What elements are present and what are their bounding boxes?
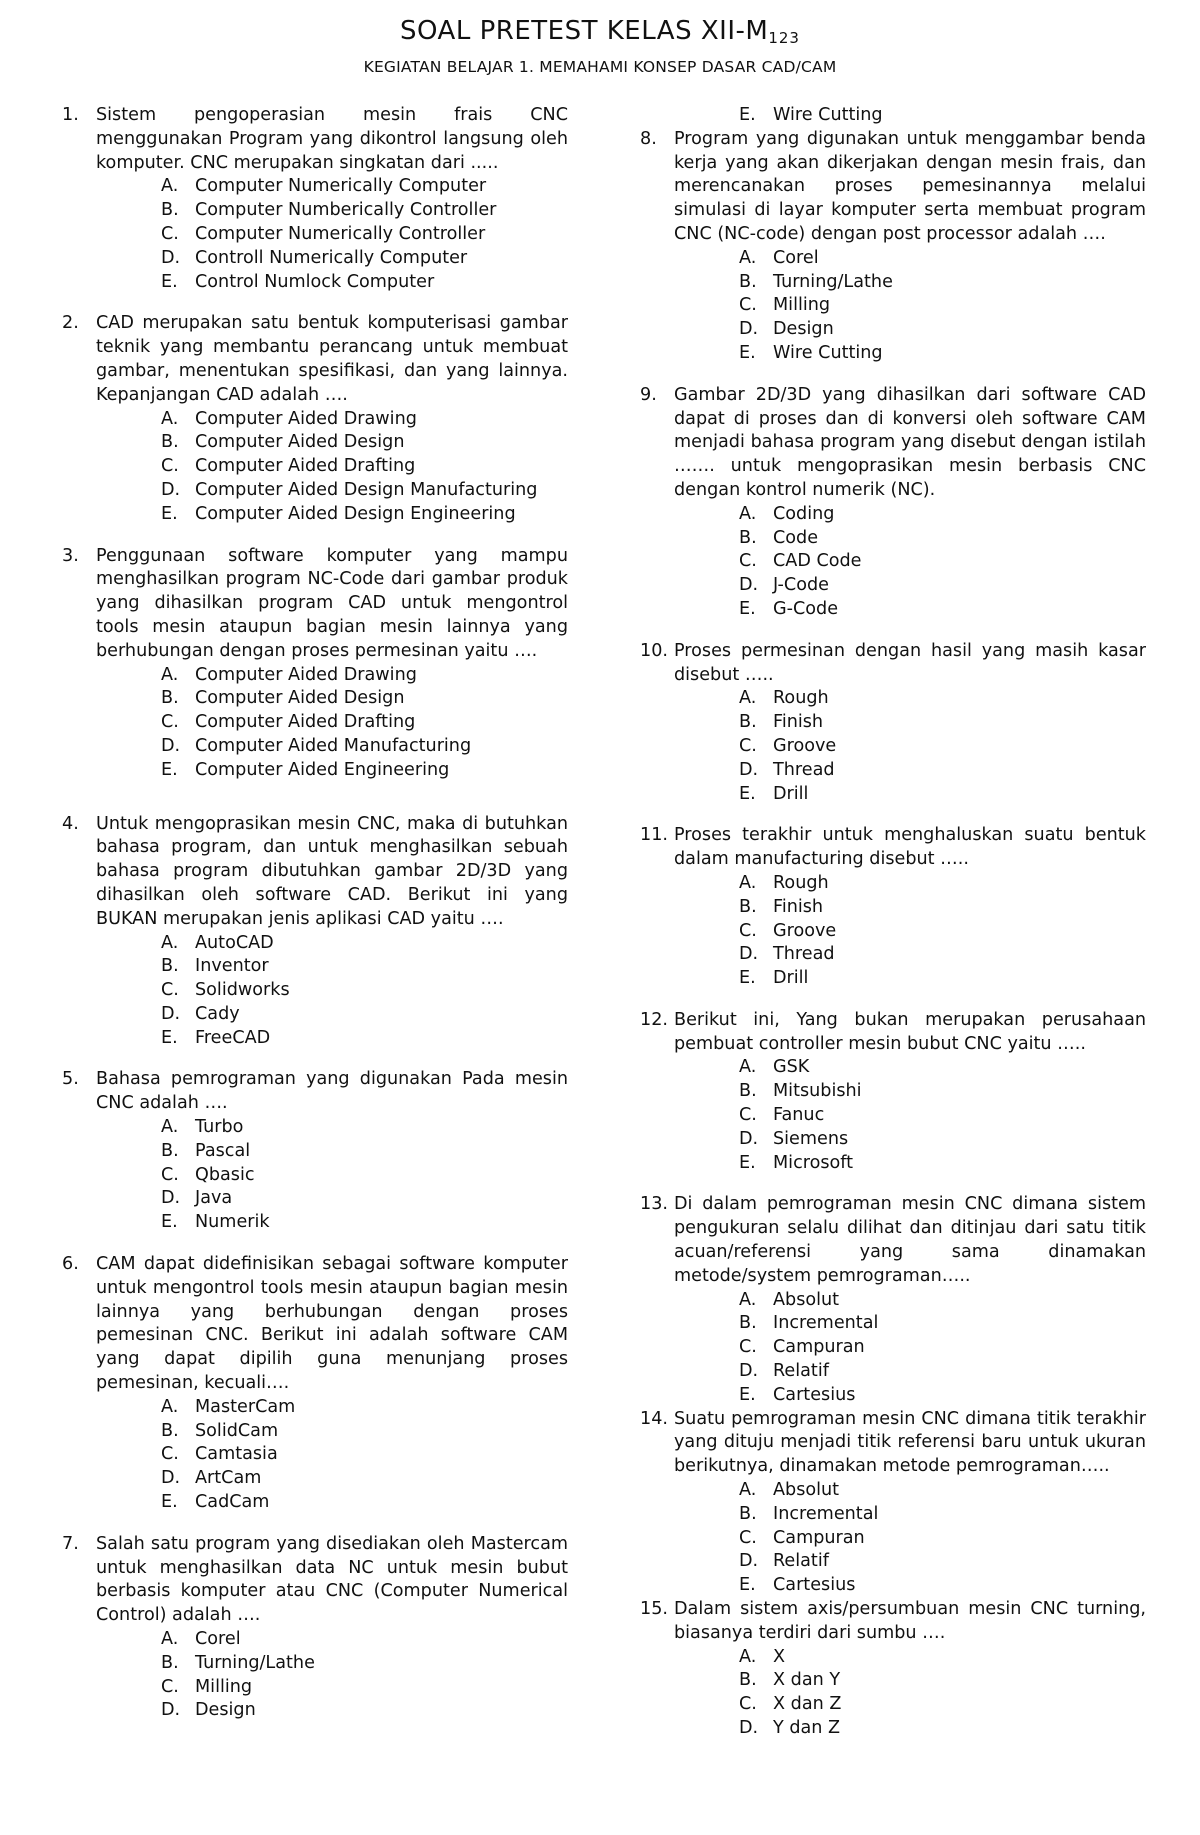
option-text: Control Numlock Computer xyxy=(195,271,435,292)
question-item xyxy=(62,813,568,1051)
answer-option xyxy=(96,1652,568,1676)
answer-option xyxy=(96,1003,568,1027)
question-text: Bahasa pemrograman yang digunakan Pada mesin CNC adalah …. xyxy=(96,1069,568,1114)
answer-option xyxy=(96,1628,568,1652)
question-number: 14. xyxy=(640,1408,668,1429)
option-letter: C. xyxy=(739,1337,757,1358)
option-text: Design xyxy=(195,1700,256,1721)
option-text: Camtasia xyxy=(195,1444,278,1465)
option-text: Coding xyxy=(773,503,835,524)
option-text: J-Code xyxy=(773,575,829,596)
option-text: Computer Aided Drawing xyxy=(195,664,417,685)
option-letter: C. xyxy=(161,712,179,733)
option-text: Cartesius xyxy=(773,1384,856,1405)
option-letter: B. xyxy=(161,200,179,221)
answer-option xyxy=(96,223,568,247)
question-item xyxy=(640,128,1146,366)
question-number: 9. xyxy=(640,384,657,405)
page-title xyxy=(0,16,1200,47)
option-text: Turbo xyxy=(195,1117,244,1138)
option-letter: C. xyxy=(161,456,179,477)
question-number: 11. xyxy=(640,825,668,846)
answer-options xyxy=(674,1646,1146,1741)
option-text: CAD Code xyxy=(773,551,862,572)
option-letter: B. xyxy=(739,1503,757,1524)
question-number: 2. xyxy=(62,313,79,334)
option-letter: E. xyxy=(739,342,756,363)
answer-option xyxy=(674,271,1146,295)
answer-options xyxy=(674,1289,1146,1408)
option-text: Java xyxy=(195,1188,233,1209)
page-subtitle: KEGIATAN BELAJAR 1. MEMAHAMI KONSEP DASAR CAD/CAM xyxy=(363,58,837,76)
option-text: Design xyxy=(773,319,834,340)
answer-options xyxy=(96,664,568,783)
option-letter: B. xyxy=(739,712,757,733)
option-text: Computer Aided Drafting xyxy=(195,456,416,477)
option-letter: E. xyxy=(739,598,756,619)
question-text: CAM dapat didefinisikan sebagai software komputer untuk mengontrol tools mesin ataupun bagian mesin lainnya yang berhubungan dengan proses pemesinan CNC. Berikut ini adalah software CAM yang dapat dipilih guna menunjang proses pemesinan, kecuali…. xyxy=(96,1254,568,1394)
question-number: 3. xyxy=(62,545,79,566)
answer-options xyxy=(674,872,1146,991)
answer-option xyxy=(674,1669,1146,1693)
question-text: Di dalam pemrograman mesin CNC dimana sistem pengukuran selalu dilihat dan ditinjau dari satu titik acuan/referensi yang sama dinamakan metode/system pemrograman….. xyxy=(674,1194,1146,1286)
option-letter: D. xyxy=(739,1361,759,1382)
answer-option xyxy=(674,1527,1146,1551)
answer-option xyxy=(674,1128,1146,1152)
answer-option xyxy=(674,1479,1146,1503)
option-text: Incremental xyxy=(773,1313,879,1334)
question-item xyxy=(62,1533,568,1723)
option-text: Absolut xyxy=(773,1289,840,1310)
option-text: Rough xyxy=(773,872,829,893)
answer-option xyxy=(674,711,1146,735)
option-text: Siemens xyxy=(773,1128,849,1149)
left-column xyxy=(62,104,568,1723)
question-text: Proses terakhir untuk menghaluskan suatu bentuk dalam manufacturing disebut ….. xyxy=(674,825,1146,870)
answer-option xyxy=(674,318,1146,342)
option-letter: A. xyxy=(739,1057,757,1078)
answer-option xyxy=(674,687,1146,711)
option-text: Corel xyxy=(195,1629,241,1650)
answer-option xyxy=(674,759,1146,783)
option-text: G-Code xyxy=(773,598,839,619)
option-letter: A. xyxy=(161,1629,179,1650)
option-text: Campuran xyxy=(773,1337,865,1358)
question-text: Untuk mengoprasikan mesin CNC, maka di butuhkan bahasa program, dan untuk menghasilkan sebuah bahasa program dibutuhkan gambar 2D/3D yang dihasilkan oleh software CAD. Berikut ini yang BUKAN merupakan jenis aplikasi CAD yaitu …. xyxy=(96,813,568,929)
answer-option xyxy=(674,342,1146,366)
answer-options xyxy=(674,247,1146,366)
answer-option xyxy=(674,735,1146,759)
answer-option xyxy=(96,1164,568,1188)
option-text: Corel xyxy=(773,247,819,268)
option-letter: B. xyxy=(739,271,757,292)
carry-over-options xyxy=(674,104,1146,128)
answer-option xyxy=(674,1289,1146,1313)
option-letter: D. xyxy=(739,1551,759,1572)
answer-option xyxy=(96,1187,568,1211)
option-text: Turning/Lathe xyxy=(773,271,893,292)
answer-options xyxy=(96,932,568,1051)
answer-options xyxy=(674,1056,1146,1175)
option-text: Controll Numerically Computer xyxy=(195,247,468,268)
option-letter: C. xyxy=(739,1694,757,1715)
option-letter: C. xyxy=(161,223,179,244)
answer-option xyxy=(96,955,568,979)
question-number: 10. xyxy=(640,640,668,661)
option-letter: B. xyxy=(739,527,757,548)
question-item xyxy=(62,1253,568,1515)
option-letter: B. xyxy=(161,1420,179,1441)
option-text: Computer Aided Design xyxy=(195,688,405,709)
answer-option xyxy=(674,294,1146,318)
option-letter: D. xyxy=(739,319,759,340)
option-text: SolidCam xyxy=(195,1420,279,1441)
option-text: Drill xyxy=(773,783,809,804)
option-letter: A. xyxy=(161,1396,179,1417)
option-letter: B. xyxy=(739,1081,757,1102)
question-number: 13. xyxy=(640,1194,668,1215)
option-text: Incremental xyxy=(773,1503,879,1524)
option-letter: B. xyxy=(739,1670,757,1691)
answer-option xyxy=(96,431,568,455)
option-text: Finish xyxy=(773,896,824,917)
question-text: Salah satu program yang disediakan oleh Mastercam untuk menghasilkan data NC untuk mesin bubut berbasis komputer atau CNC (Computer Numerical Control) adalah …. xyxy=(96,1533,568,1626)
question-text: Suatu pemrograman mesin CNC dimana titik terakhir yang dituju menjadi titik referensi baru untuk ukuran berikutnya, dinamakan metode pemrograman….. xyxy=(674,1408,1146,1477)
option-text: Solidworks xyxy=(195,980,290,1001)
option-text: Code xyxy=(773,527,819,548)
question-item xyxy=(62,545,568,783)
option-letter: B. xyxy=(161,1140,179,1161)
question-number: 15. xyxy=(640,1599,668,1620)
option-letter: D. xyxy=(161,735,181,756)
answer-option xyxy=(96,175,568,199)
option-text: Computer Aided Drawing xyxy=(195,408,417,429)
answer-option xyxy=(674,1056,1146,1080)
option-letter: E. xyxy=(161,1212,178,1233)
answer-option xyxy=(674,1384,1146,1408)
answer-options xyxy=(96,1116,568,1235)
answer-option xyxy=(674,1152,1146,1176)
answer-option xyxy=(96,1443,568,1467)
answer-option xyxy=(96,1491,568,1515)
option-text: FreeCAD xyxy=(195,1027,271,1048)
option-letter: A. xyxy=(739,1646,757,1667)
answer-option xyxy=(96,1140,568,1164)
option-letter: D. xyxy=(161,1003,181,1024)
option-text: Inventor xyxy=(195,956,269,977)
answer-option xyxy=(674,598,1146,622)
question-item xyxy=(640,384,1146,622)
option-letter: E. xyxy=(161,271,178,292)
answer-option xyxy=(96,979,568,1003)
option-letter: B. xyxy=(161,956,179,977)
right-column xyxy=(640,104,1146,1741)
option-letter: A. xyxy=(161,1117,179,1138)
option-letter: A. xyxy=(739,1289,757,1310)
option-text: Relatif xyxy=(773,1551,829,1572)
answer-options xyxy=(674,687,1146,806)
question-text: CAD merupakan satu bentuk komputerisasi gambar teknik yang membantu perancang untuk membuat gambar, menentukan spesifikasi, dan yang lainnya. Kepanjangan CAD adalah …. xyxy=(96,313,568,405)
question-item xyxy=(62,104,568,294)
option-letter: E. xyxy=(739,105,756,125)
question-text: Dalam sistem axis/persumbuan mesin CNC turning, biasanya terdiri dari sumbu …. xyxy=(674,1599,1146,1643)
option-letter: E. xyxy=(739,1384,756,1405)
answer-option xyxy=(674,1646,1146,1670)
answer-option xyxy=(674,1693,1146,1717)
option-text: Drill xyxy=(773,968,809,989)
answer-option xyxy=(96,1699,568,1723)
answer-option xyxy=(674,1104,1146,1128)
answer-option xyxy=(96,1467,568,1491)
option-text: Cartesius xyxy=(773,1575,856,1596)
answer-option xyxy=(96,1027,568,1051)
option-text: Mitsubishi xyxy=(773,1081,862,1102)
option-letter: A. xyxy=(161,176,179,197)
option-text: Campuran xyxy=(773,1527,865,1548)
option-letter: E. xyxy=(739,1152,756,1173)
question-number: 1. xyxy=(62,105,79,125)
answer-options xyxy=(96,1396,568,1515)
option-letter: C. xyxy=(161,1444,179,1465)
option-text: Wire Cutting xyxy=(773,342,883,363)
answer-option xyxy=(674,1360,1146,1384)
option-letter: D. xyxy=(739,575,759,596)
answer-options xyxy=(674,1479,1146,1598)
answer-option xyxy=(96,503,568,527)
answer-option xyxy=(96,1211,568,1235)
option-letter: B. xyxy=(161,432,179,453)
option-letter: B. xyxy=(161,688,179,709)
answer-option xyxy=(674,550,1146,574)
answer-option xyxy=(96,711,568,735)
option-text: Turning/Lathe xyxy=(195,1652,315,1673)
option-letter: D. xyxy=(739,944,759,965)
option-text: ArtCam xyxy=(195,1468,262,1489)
option-letter: D. xyxy=(739,1128,759,1149)
option-letter: A. xyxy=(739,247,757,268)
option-text: Qbasic xyxy=(195,1164,255,1185)
answer-option xyxy=(674,247,1146,271)
option-text: X dan Y xyxy=(773,1670,841,1691)
option-letter: A. xyxy=(161,664,179,685)
option-text: Computer Numerically Computer xyxy=(195,176,487,197)
question-text: Proses permesinan dengan hasil yang masih kasar disebut ….. xyxy=(674,640,1146,685)
answer-option xyxy=(674,503,1146,527)
option-text: GSK xyxy=(773,1057,810,1078)
option-letter: B. xyxy=(161,1652,179,1673)
option-text: Groove xyxy=(773,920,837,941)
option-letter: D. xyxy=(739,1718,759,1738)
option-text: Thread xyxy=(773,944,835,965)
option-letter: C. xyxy=(739,735,757,756)
option-letter: A. xyxy=(161,932,179,953)
question-number: 6. xyxy=(62,1254,79,1275)
option-letter: E. xyxy=(161,503,178,524)
answer-option xyxy=(96,408,568,432)
answer-option xyxy=(674,872,1146,896)
option-text: MasterCam xyxy=(195,1396,296,1417)
question-item xyxy=(62,312,568,526)
option-text: Milling xyxy=(195,1676,253,1697)
question-number: 12. xyxy=(640,1009,668,1030)
answer-option xyxy=(674,1312,1146,1336)
option-letter: E. xyxy=(161,1492,178,1513)
option-text: CadCam xyxy=(195,1492,270,1513)
option-letter: E. xyxy=(161,759,178,780)
carry-over-block xyxy=(640,104,1146,128)
answer-option xyxy=(96,271,568,295)
option-letter: E. xyxy=(161,1027,178,1048)
option-text: Milling xyxy=(773,295,831,316)
answer-option xyxy=(674,920,1146,944)
answer-option xyxy=(674,967,1146,991)
question-text: Berikut ini, Yang bukan merupakan perusahaan pembuat controller mesin bubut CNC yaitu ….. xyxy=(674,1009,1146,1054)
answer-option xyxy=(96,932,568,956)
option-text: Computer Aided Design xyxy=(195,432,405,453)
option-letter: D. xyxy=(161,1700,181,1721)
option-text: Computer Numberically Controller xyxy=(195,200,497,221)
question-text: Penggunaan software komputer yang mampu menghasilkan program NC-Code dari gambar produk yang dihasilkan program CAD untuk mengontrol tools mesin ataupun bagian mesin lainnya yang berhubungan dengan proses permesinan yaitu …. xyxy=(96,545,568,661)
option-letter: C. xyxy=(739,551,757,572)
answer-options xyxy=(96,408,568,527)
option-letter: D. xyxy=(161,1468,181,1489)
answer-option xyxy=(674,1336,1146,1360)
question-item xyxy=(640,1009,1146,1176)
answer-option xyxy=(674,1717,1146,1741)
answer-option xyxy=(96,735,568,759)
answer-option xyxy=(674,943,1146,967)
question-item xyxy=(640,640,1146,807)
option-text: Microsoft xyxy=(773,1152,854,1173)
question-item xyxy=(62,1068,568,1235)
question-text: Gambar 2D/3D yang dihasilkan dari software CAD dapat di proses dan di konversi oleh software CAM menjadi bahasa program yang disebut dengan istilah ……. untuk mengoprasikan mesin berbasis CNC dengan kontrol numerik (NC). xyxy=(674,384,1146,500)
option-text: X xyxy=(773,1646,786,1667)
option-letter: A. xyxy=(739,1480,757,1501)
question-item xyxy=(640,824,1146,991)
option-letter: A. xyxy=(739,872,757,893)
answer-option xyxy=(96,199,568,223)
question-text: Sistem pengoperasian mesin frais CNC menggunakan Program yang dikontrol langsung oleh komputer. CNC merupakan singkatan dari ..... xyxy=(96,105,568,173)
option-letter: E. xyxy=(739,1575,756,1596)
question-item xyxy=(640,1598,1146,1741)
option-letter: D. xyxy=(161,247,181,268)
answer-options xyxy=(674,503,1146,622)
answer-option xyxy=(96,1676,568,1700)
answer-option xyxy=(96,1116,568,1140)
option-letter: C. xyxy=(739,920,757,941)
answer-option xyxy=(96,479,568,503)
option-letter: E. xyxy=(739,968,756,989)
option-letter: B. xyxy=(739,896,757,917)
answer-options xyxy=(96,175,568,294)
answer-option xyxy=(674,896,1146,920)
answer-option xyxy=(96,1420,568,1444)
option-letter: C. xyxy=(161,980,179,1001)
option-letter: C. xyxy=(161,1676,179,1697)
option-text: Fanuc xyxy=(773,1105,825,1126)
option-letter: D. xyxy=(161,479,181,500)
option-letter: A. xyxy=(739,688,757,709)
option-text: Computer Aided Design Engineering xyxy=(195,503,516,524)
answer-option xyxy=(96,759,568,783)
option-text: Cady xyxy=(195,1003,240,1024)
answer-option xyxy=(96,664,568,688)
answer-option xyxy=(674,1503,1146,1527)
question-item xyxy=(640,1408,1146,1598)
option-letter: C. xyxy=(739,295,757,316)
option-text: Thread xyxy=(773,759,835,780)
option-text: AutoCAD xyxy=(195,932,274,953)
question-text: Program yang digunakan untuk menggambar benda kerja yang akan dikerjakan dengan mesin frais, dan merencanakan proses pemesinannya melalui simulasi di layar komputer serta membuat program CNC (NC-code) dengan post processor adalah …. xyxy=(674,128,1146,244)
option-letter: E. xyxy=(739,783,756,804)
answer-option xyxy=(96,455,568,479)
answer-option xyxy=(674,1080,1146,1104)
option-letter: C. xyxy=(739,1105,757,1126)
option-text: Computer Aided Manufacturing xyxy=(195,735,472,756)
option-text: Numerik xyxy=(195,1212,270,1233)
title-subscript: 123 xyxy=(768,29,800,47)
title-text: SOAL PRETEST KELAS XII-M xyxy=(400,16,769,46)
option-letter: B. xyxy=(739,1313,757,1334)
option-letter: D. xyxy=(739,759,759,780)
option-text: Absolut xyxy=(773,1480,840,1501)
answer-option xyxy=(674,1574,1146,1598)
option-text: Y dan Z xyxy=(773,1718,841,1738)
option-text: Groove xyxy=(773,735,837,756)
answer-option xyxy=(674,527,1146,551)
option-text: Computer Aided Drafting xyxy=(195,712,416,733)
question-number: 7. xyxy=(62,1533,79,1554)
option-text: Relatif xyxy=(773,1361,829,1382)
answer-option xyxy=(96,247,568,271)
question-number: 8. xyxy=(640,128,657,149)
question-item xyxy=(640,1193,1146,1407)
question-number: 4. xyxy=(62,813,79,834)
answer-option xyxy=(96,687,568,711)
option-letter: D. xyxy=(161,1188,181,1209)
option-text: Computer Aided Engineering xyxy=(195,759,450,780)
option-text: Pascal xyxy=(195,1140,251,1161)
option-text: X dan Z xyxy=(773,1694,842,1715)
option-text: Wire Cutting xyxy=(773,105,883,125)
answer-option xyxy=(674,783,1146,807)
option-text: Computer Aided Design Manufacturing xyxy=(195,479,538,500)
option-letter: C. xyxy=(739,1527,757,1548)
option-text: Rough xyxy=(773,688,829,709)
question-number: 5. xyxy=(62,1069,79,1090)
option-text: Computer Numerically Controller xyxy=(195,223,486,244)
answer-option xyxy=(674,104,1146,128)
answer-option xyxy=(674,574,1146,598)
answer-option xyxy=(674,1550,1146,1574)
option-letter: A. xyxy=(161,408,179,429)
answer-options xyxy=(96,1628,568,1723)
option-letter: C. xyxy=(161,1164,179,1185)
option-text: Finish xyxy=(773,712,824,733)
answer-option xyxy=(96,1396,568,1420)
option-letter: A. xyxy=(739,503,757,524)
